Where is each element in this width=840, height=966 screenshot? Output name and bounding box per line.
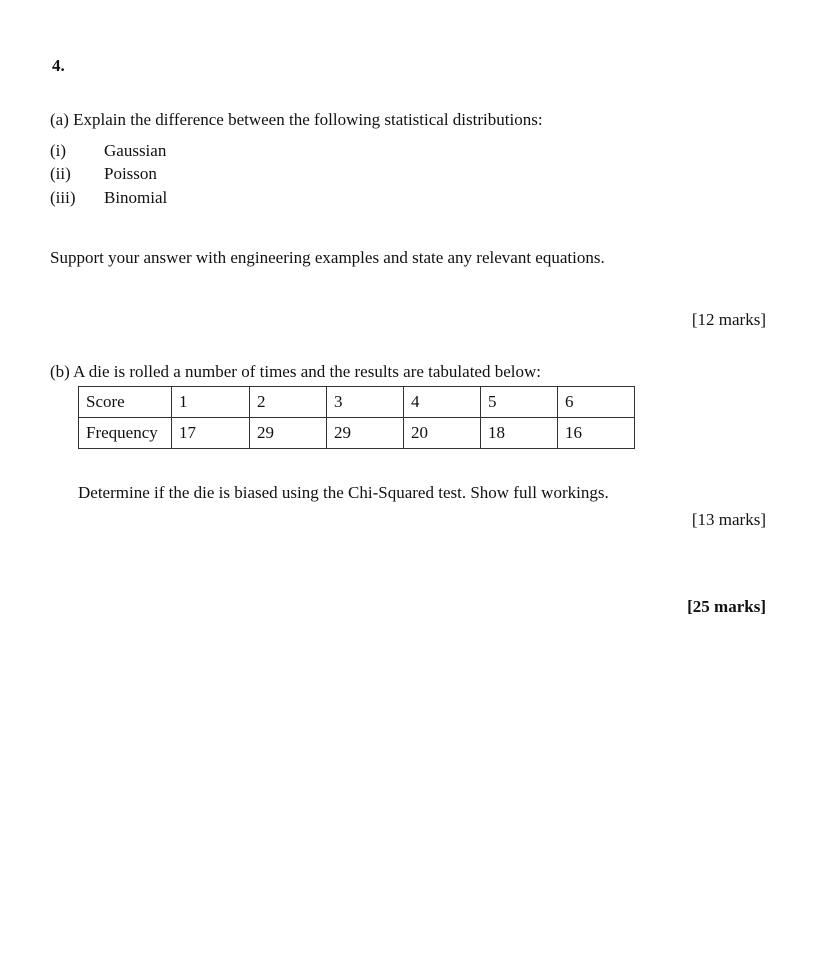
item-label-binomial: Binomial — [104, 188, 168, 207]
item-label-poisson: Poisson — [104, 164, 157, 183]
score-cell: 5 — [481, 387, 558, 418]
total-marks: [25 marks] — [687, 597, 766, 616]
row-label-score: Score — [79, 387, 172, 418]
item-label-gaussian: Gaussian — [104, 141, 167, 160]
question-number: 4. — [52, 56, 65, 75]
frequency-cell: 18 — [481, 418, 558, 449]
frequency-cell: 29 — [327, 418, 404, 449]
frequency-cell: 29 — [250, 418, 327, 449]
score-cell: 6 — [558, 387, 635, 418]
part-b-instruction: Determine if the die is biased using the Chi-Squared test. Show full workings. — [78, 483, 609, 502]
item-number: (iii) — [50, 188, 76, 207]
support-instruction: Support your answer with engineering examples and state any relevant equations. — [50, 248, 605, 267]
part-b-marks: [13 marks] — [691, 510, 766, 529]
score-cell: 3 — [327, 387, 404, 418]
row-label-frequency: Frequency — [79, 418, 172, 449]
frequency-cell: 17 — [172, 418, 250, 449]
score-cell: 1 — [172, 387, 250, 418]
part-a-prompt: (a) Explain the difference between the following statistical distributions: — [50, 110, 543, 129]
score-cell: 2 — [250, 387, 327, 418]
item-number: (i) — [50, 141, 67, 160]
part-b-prompt: (b) A die is rolled a number of times and the results are tabulated below: — [50, 362, 541, 381]
score-cell: 4 — [404, 387, 481, 418]
part-a-marks: [12 marks] — [691, 310, 766, 329]
table-row-score — [79, 387, 635, 418]
table-row-frequency — [79, 418, 635, 449]
item-number: (ii) — [50, 164, 71, 183]
frequency-cell: 16 — [558, 418, 635, 449]
die-results-table — [78, 386, 635, 449]
frequency-cell: 20 — [404, 418, 481, 449]
